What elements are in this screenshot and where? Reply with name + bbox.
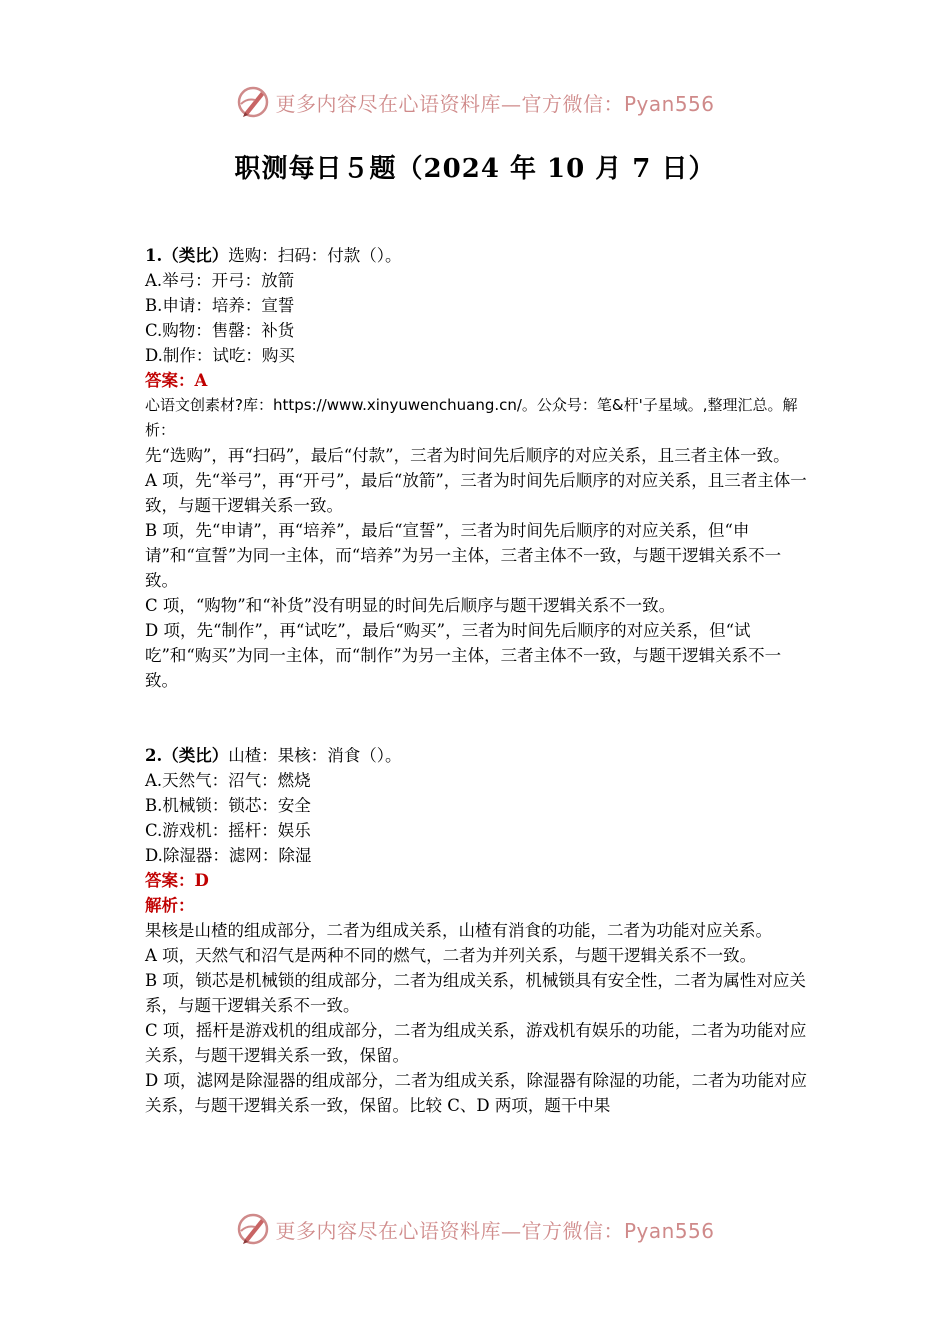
- analysis-paragraph: A 项，先“举弓”，再“开弓”，最后“放箭”，三者为时间先后顺序的对应关系，且三者主体一致，与题干逻辑关系一致。: [145, 471, 807, 515]
- option-d: D.除湿器：滤网：除湿: [145, 846, 312, 865]
- analysis-paragraph: 先“选购”，再“扫码”，最后“付款”，三者为时间先后顺序的对应关系，且三者主体一致。: [145, 446, 790, 465]
- pen-logo-icon: [235, 1211, 271, 1247]
- option-b: B.申请：培养：宣誓: [145, 296, 295, 315]
- watermark-text: 更多内容尽在心语资料库—官方微信：Pyan556: [275, 91, 715, 116]
- answer-line: 答案：A: [145, 371, 208, 390]
- answer-line: 答案：D: [145, 871, 209, 890]
- analysis-paragraph: B 项，先“申请”，再“培养”，最后“宣誓”，三者为时间先后顺序的对应关系，但“申请”和“宣誓”为同一主体，而“培养”为另一主体，三者主体不一致，与题干逻辑关系不一致。: [145, 521, 782, 590]
- option-a: A.天然气：沼气：燃烧: [145, 771, 311, 790]
- option-c: C.购物：售罄：补货: [145, 321, 295, 340]
- option-a: A.举弓：开弓：放箭: [145, 271, 295, 290]
- option-d: D.制作：试吃：购买: [145, 346, 295, 365]
- analysis-paragraph: C 项，“购物”和“补货”没有明显的时间先后顺序与题干逻辑关系不一致。: [145, 596, 676, 615]
- question-stem: 2.（类比）山楂：果核：消食（）。: [145, 746, 402, 765]
- analysis-paragraph: B 项，锁芯是机械锁的组成部分，二者为组成关系，机械锁具有安全性，二者为属性对应关系，与题干逻辑关系不一致。: [145, 971, 806, 1015]
- watermark-header: [0, 82, 950, 122]
- option-c: C.游戏机：摇杆：娱乐: [145, 821, 311, 840]
- analysis-label: 解析：: [145, 896, 195, 915]
- document-body: [145, 243, 810, 1118]
- analysis-paragraph: 果核是山楂的组成部分，二者为组成关系，山楂有消食的功能，二者为功能对应关系。: [145, 921, 772, 940]
- pen-logo-icon: [235, 84, 271, 120]
- analysis-paragraph: D 项，滤网是除湿器的组成部分，二者为组成关系，除湿器有除湿的功能，二者为功能对应关系，与题干逻辑关系一致，保留。比较 C、D 两项，题干中果: [145, 1071, 807, 1115]
- question-1: [145, 243, 810, 693]
- watermark-text: 更多内容尽在心语资料库—官方微信：Pyan556: [275, 1218, 715, 1243]
- analysis-paragraph: C 项，摇杆是游戏机的组成部分，二者为组成关系，游戏机有娱乐的功能，二者为功能对应关系，与题干逻辑关系一致，保留。: [145, 1021, 807, 1065]
- analysis-paragraph: A 项，天然气和沼气是两种不同的燃气，二者为并列关系，与题干逻辑关系不一致。: [145, 946, 757, 965]
- option-b: B.机械锁：锁芯：安全: [145, 796, 311, 815]
- analysis-paragraph: D 项，先“制作”，再“试吃”，最后“购买”，三者为时间先后顺序的对应关系，但“试吃”和“购买”为同一主体，而“制作”为另一主体，三者主体不一致，与题干逻辑关系不一致。: [145, 621, 782, 690]
- spacer: [145, 693, 810, 743]
- watermark-footer: [0, 1209, 950, 1249]
- page-title: 职测每日５题（2024 年 10 月 7 日）: [234, 154, 716, 184]
- question-stem: 1.（类比）选购：扫码：付款（）。: [145, 246, 402, 265]
- source-note: 心语文创素材?库：https://www.xinyuwenchuang.cn/。公众号：笔&杆'子星域。,整理汇总。解析：: [145, 396, 798, 439]
- question-2: [145, 743, 810, 1118]
